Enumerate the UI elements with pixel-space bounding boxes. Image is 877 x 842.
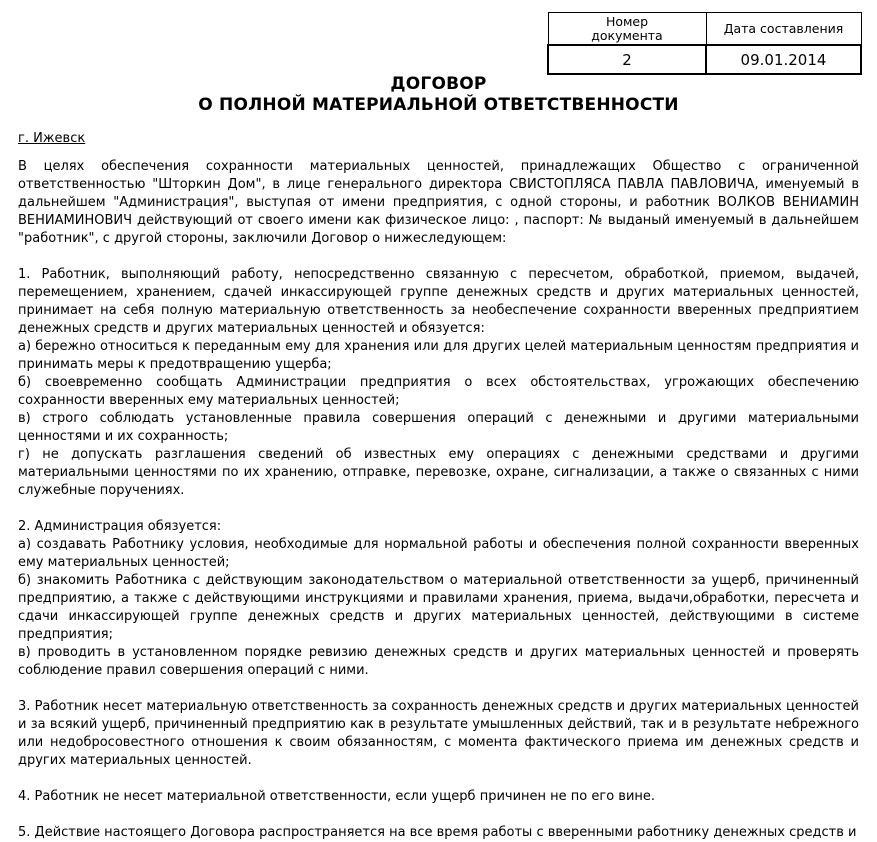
date-value: 09.01.2014 [706,45,861,74]
section-2-item-b: б) знакомить Работника с действующим законодательством о материальной ответственности за ущерб, причиненный предприятию, а также с действующими инструкциями и правилами хранения, приема, выдачи,обработки, пересчета и сдачи инкассирующей группе денежных средств и других материальных ценностей, действующими в системе предприятия; [18,573,859,642]
section-2-item-a: а) создавать Работнику условия, необходимые для нормальной работы и обеспечения полной сохранности вверенных ему материальных ценностей; [18,537,859,570]
date-header: Дата составления [706,13,861,46]
document-number-header-text: Номер документа [591,13,663,43]
section-2-item-c: в) проводить в установленном порядке ревизию денежных средств и других материальных ценностей и проверять соблюдение правил совершения операций с ними. [18,645,859,678]
document-number-value: 2 [548,45,706,74]
intro-paragraph: В целях обеспечения сохранности материальных ценностей, принадлежащих Общество с ограниченной ответственностью "Шторкин Дом", в лице генерального директора СВИСТОПЛЯСА ПАВЛА ПАВЛОВИЧА, именуемый в дальнейшем "Администрация", выступая от имени предприятия, с одной стороны, и работник ВОЛКОВ ВЕНИАМИН ВЕНИАМИНОВИЧ действующий от своего имени как физическое лицо: , паспорт: № выданый именуемый в дальнейшем "работник", с другой стороны, заключили Договор о нижеследующем: [18,159,859,246]
document-info-table [547,12,862,75]
section-4-paragraph: 4. Работник не несет материальной ответственности, если ущерб причинен не по его вине. [18,789,656,804]
section-1-item-d: г) не допускать разглашения сведений об известных ему операциях с денежными средствами и другими материальными ценностями по их хранению, отправке, перевозке, охране, сигнализации, а также о связанных с ними служебные поручениях. [18,447,859,498]
document-number-header [548,13,706,46]
section-1-item-a: а) бережно относиться к переданным ему для хранения или для других целей материальным ценностям предприятия и принимать меры к предотвращению ущерба; [18,339,859,372]
section-5-paragraph: 5. Действие настоящего Договора распространяется на все время работы с вверенными работнику денежных средств и [18,825,857,840]
contract-body [18,158,859,842]
section-1-item-b: б) своевременно сообщать Администрации предприятия о всех обстоятельствах, угрожающих обеспечению сохранности вверенных ему материальных ценностей; [18,375,859,408]
section-1-lead: 1. Работник, выполняющий работу, непосредственно связанную с пересчетом, обработкой, приемом, выдачей, перемещением, хранением, сдачей инкассирующей группе денежных средств и других материальных ценностей, принимает на себя полную материальную ответственность за необеспечение сохранности вверенных предприятием денежных средств и других материальных ценностей и обязуется: [18,267,859,336]
document-subtitle: О ПОЛНОЙ МАТЕРИАЛЬНОЙ ОТВЕТСТВЕННОСТИ [198,95,679,115]
city-label: г. Ижевск [18,131,86,146]
section-3-paragraph: 3. Работник несет материальную ответственность за сохранность денежных средств и других материальных ценностей и за всякий ущерб, причиненный предприятию как в результате умышленных действий, так и в результате небрежного или недобросовестного отношения к своим обязанностям, с момента фактического приема им денежных средств и других материальных ценностей. [18,699,859,768]
section-2-lead: 2. Администрация обязуется: [18,519,222,534]
section-1-item-c: в) строго соблюдать установленные правила совершения операций с денежными и другими материальными ценностями и их сохранность; [18,411,859,444]
document-title: ДОГОВОР [390,74,487,94]
